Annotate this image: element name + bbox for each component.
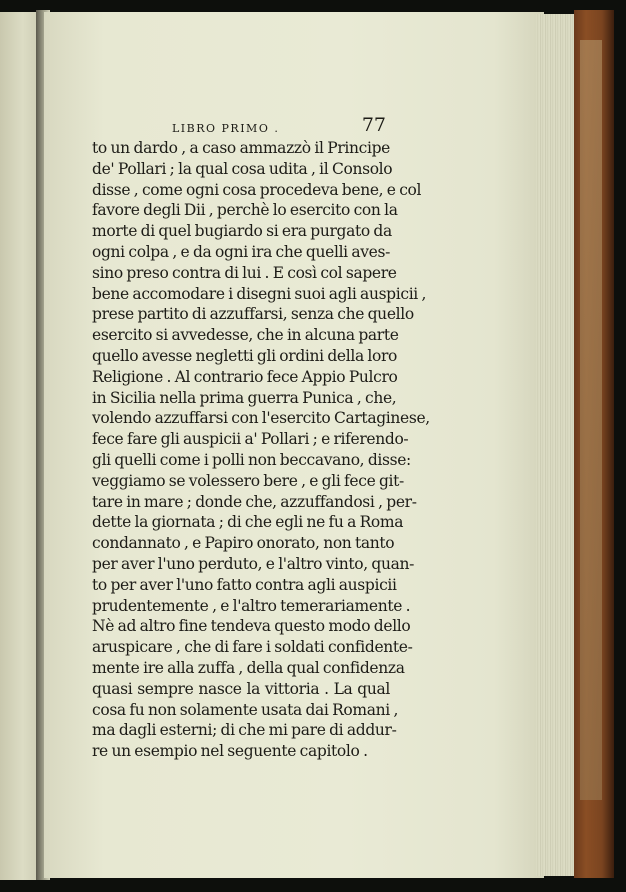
text-line: per aver l'uno perduto, e l'altro vinto, quan- [92,554,414,573]
text-line: condannato , e Papiro onorato, non tanto [92,534,395,553]
text-line: Nè ad altro fine tendeva questo modo dello [92,617,411,636]
text-line: de' Pollari ; la qual cosa udita , il Consolo [92,159,393,178]
running-head [92,112,390,138]
text-line: re un esempio nel seguente capitolo . [92,742,368,761]
text-line: tare in mare ; donde che, azzuffandosi , per- [92,492,417,511]
text-line: quello avesse negletti gli ordini della loro [92,346,398,365]
text-line: ogni colpa , e da ogni ira che quelli aves- [92,242,390,261]
text-line: cosa fu non solamente usata dai Romani , [92,700,399,719]
text-line: sino preso contra di lui . E così col sapere [92,263,397,282]
text-line: disse , come ogni cosa procedeva bene, e col [92,180,422,199]
text-line: prese partito di azzuffarsi, senza che quello [92,305,414,324]
facing-page-edge [0,12,38,880]
running-head-title: LIBRO PRIMO . [172,122,280,135]
text-line: mente ire alla zuffa , della qual confidenza [92,658,405,677]
text-line: esercito si avvedesse, che in alcuna parte [92,326,399,345]
text-line: ma dagli esterni; di che mi pare di addur- [92,721,397,740]
text-line: to per aver l'uno fatto contra agli auspicii [92,575,397,594]
text-line: quasi sempre nasce la vittoria . La qual [92,679,390,698]
text-line: veggiamo se volessero bere , e gli fece git- [92,471,404,490]
text-line: to un dardo , a caso ammazzò il Principe [92,139,390,157]
text-line: in Sicilia nella prima guerra Punica , che, [92,388,397,407]
text-line: morte di quel bugiardo si era purgato da [92,222,392,241]
text-line: dette la giornata ; di che egli ne fu a Roma [92,513,404,532]
text-line: aruspicare , che di fare i soldati confidente- [92,638,413,657]
text-line: volendo azzuffarsi con l'esercito Cartaginese, [92,409,430,428]
cover-board [580,40,602,800]
text-line: favore degli Dii , perchè lo esercito con la [92,201,398,220]
text-line: gli quelli come i polli non beccavano, disse: [92,450,411,469]
page-number: 77 [361,114,386,136]
text-block [92,112,430,762]
text-line: bene accomodare i disegni suoi agli auspicii , [92,284,427,303]
text-line: fece fare gli auspicii a' Pollari ; e riferendo- [92,430,409,449]
text-line: prudentemente , e l'altro temerariamente . [92,596,411,615]
body-text [92,138,430,762]
text-line: Religione . Al contrario fece Appio Pulcro [92,367,398,386]
